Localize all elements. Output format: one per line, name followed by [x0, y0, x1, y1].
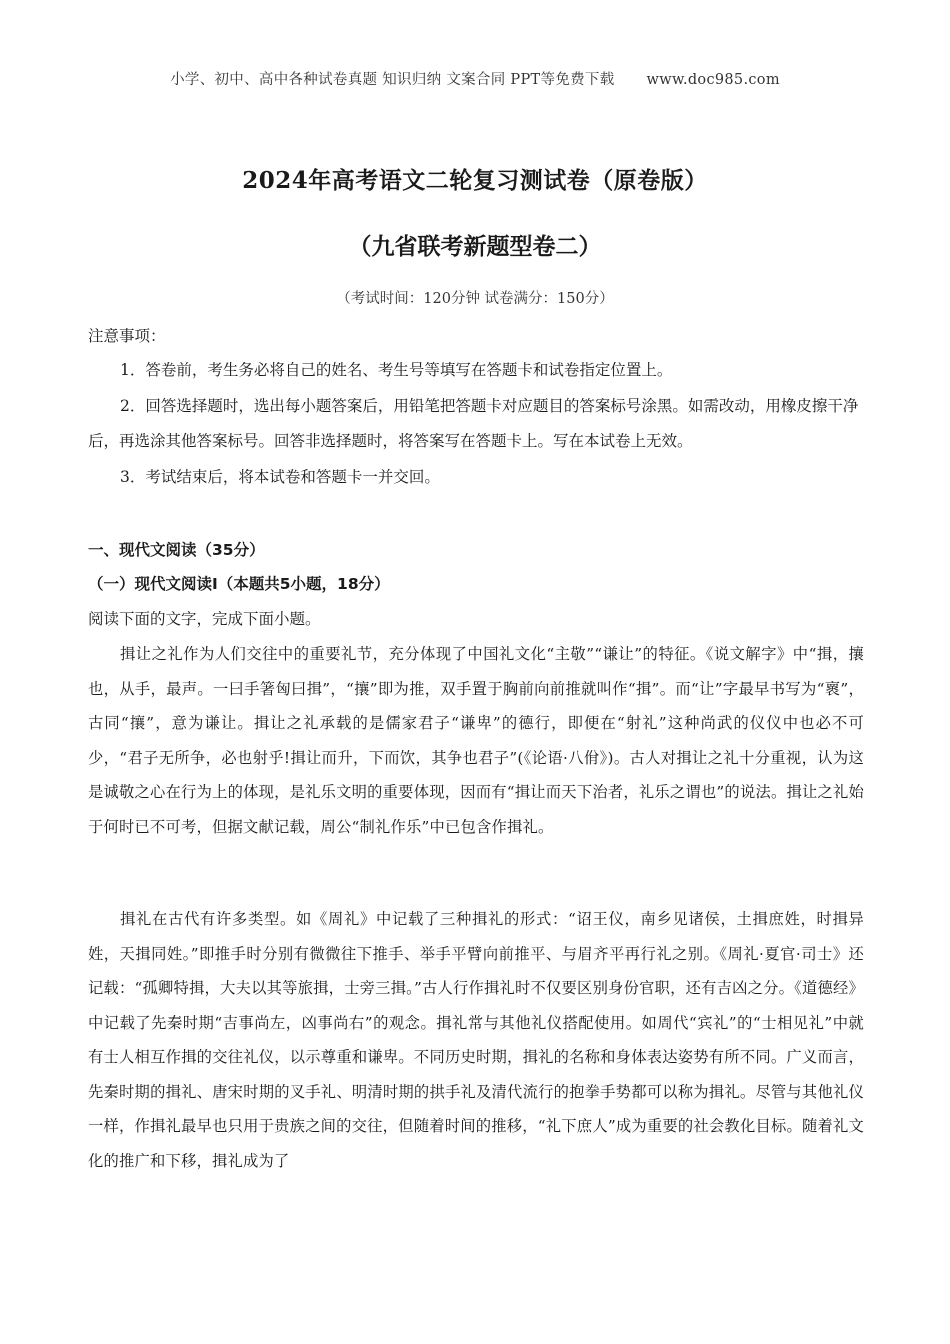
- exam-time-score: （考试时间：120分钟 试卷满分：150分）: [336, 291, 614, 307]
- header-tagline: 小学、初中、高中各种试卷真题 知识归纳 文案合同 PPT等免费下载: [170, 72, 615, 88]
- page-header: [0, 68, 950, 89]
- header-site-link[interactable]: www.doc985.com: [646, 72, 780, 88]
- section-heading: 一、现代文阅读（35分）: [88, 541, 265, 559]
- reading-instruction: 阅读下面的文字，完成下面小题。: [88, 610, 321, 628]
- notice-item: 2．回答选择题时，选出每小题答案后，用铅笔把答题卡对应题目的答案标号涂黑。如需改动，用橡皮擦干净后，再选涂其他答案标号。回答非选择题时，将答案写在答题卡上。写在本试卷上无效。: [88, 397, 859, 450]
- passage-paragraph: 揖礼在古代有许多类型。如《周礼》中记载了三种揖礼的形式：“诏王仪，南乡见诸侯，土揖庶姓，时揖异姓，天揖同姓。”即推手时分别有微微往下推手、举手平臂向前推平、与眉齐平再行礼之别。《周礼·夏官·司士》还记载：“孤卿特揖，大夫以其等旅揖，士旁三揖。”古人行作揖礼时不仅要区别身份官职，还有吉凶之分。《道德经》中记载了先秦时期“吉事尚左，凶事尚右”的观念。揖礼常与其他礼仪搭配使用。如周代“宾礼”的“士相见礼”中就有士人相互作揖的交往礼仪，以示尊重和谦卑。不同历史时期，揖礼的名称和身体表达姿势有所不同。广义而言，先秦时期的揖礼、唐宋时期的叉手礼、明清时期的拱手礼及清代流行的抱拳手势都可以称为揖礼。尽管与其他礼仪一样，作揖礼最早也只用于贵族之间的交往，但随着时间的推移，“礼下庶人”成为重要的社会教化目标。随着礼文化的推广和下移，揖礼成为了: [88, 910, 864, 1170]
- passage-paragraph: 揖让之礼作为人们交往中的重要礼节，充分体现了中国礼文化“主敬”“谦让”的特征。《说文解字》中“揖，攘也，从手，最声。一曰手箸匈曰揖”，“攘”即为推，双手置于胸前向前推就叫作“揖”。而“让”字最早书写为“褱”，古同“攘”，意为谦让。揖让之礼承载的是儒家君子“谦卑”的德行，即便在“射礼”这种尚武的仪仪中也必不可少，“君子无所争，必也射乎!揖让而升，下而饮，其争也君子”(《论语·八佾》)。古人对揖让之礼十分重视，认为这是诚敬之心在行为上的体现，是礼乐文明的重要体现，因而有“揖让而天下治者，礼乐之谓也”的说法。揖让之礼始于何时已不可考，但据文献记载，周公“制礼作乐”中已包含作揖礼。: [88, 645, 864, 836]
- notice-label: 注意事项：: [88, 327, 166, 345]
- notice-item: 1．答卷前，考生务必将自己的姓名、考生号等填写在答题卡和试卷指定位置上。: [120, 361, 673, 379]
- exam-title: 2024年高考语文二轮复习测试卷（原卷版）: [242, 167, 708, 194]
- exam-subtitle: （九省联考新题型卷二）: [348, 233, 602, 260]
- notice-item: 3．考试结束后，将本试卷和答题卡一并交回。: [120, 468, 440, 486]
- section-subheading: （一）现代文阅读Ⅰ（本题共5小题，18分）: [88, 575, 390, 593]
